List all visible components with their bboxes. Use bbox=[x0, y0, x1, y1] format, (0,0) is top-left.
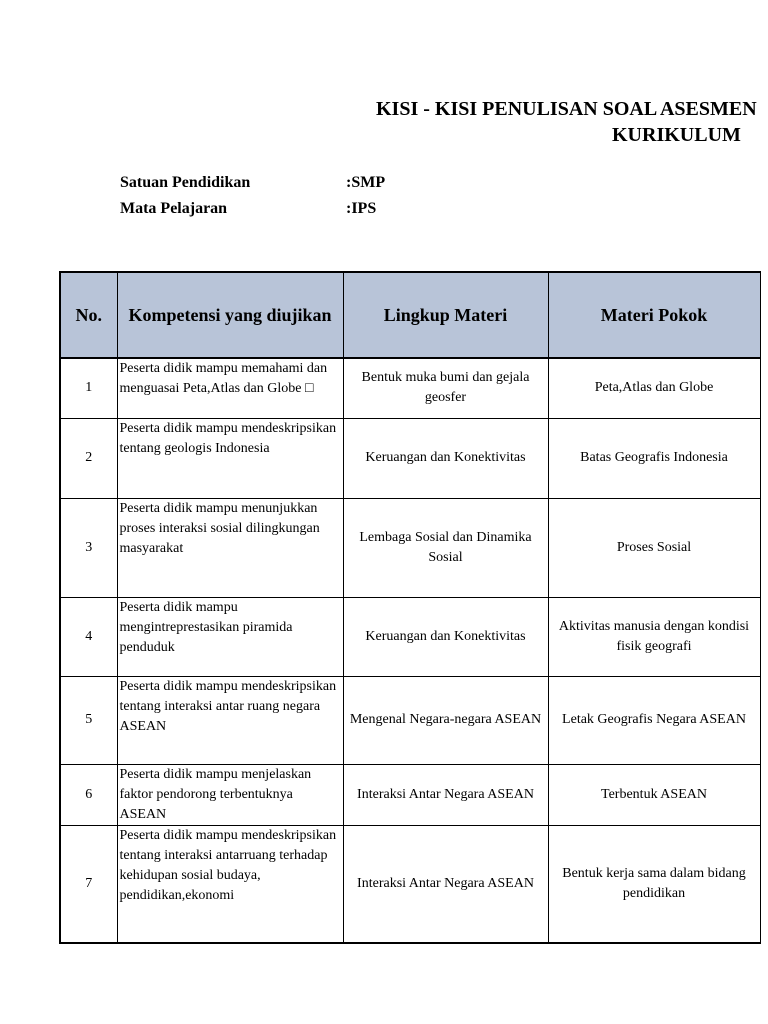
mata-pelajaran-value: :IPS bbox=[346, 200, 377, 217]
cell-no: 4 bbox=[60, 597, 117, 676]
cell-no: 6 bbox=[60, 764, 117, 825]
cell-lingkup-materi: Interaksi Antar Negara ASEAN bbox=[343, 764, 548, 825]
cell-materi-pokok: Proses Sosial bbox=[548, 498, 760, 597]
table-row bbox=[60, 676, 760, 764]
cell-kompetensi: Peserta didik mampu mengintreprestasikan piramida penduduk bbox=[117, 597, 343, 676]
cell-lingkup-materi: Interaksi Antar Negara ASEAN bbox=[343, 825, 548, 943]
cell-no: 1 bbox=[60, 358, 117, 418]
kisi-kisi-table-container bbox=[59, 271, 750, 944]
kisi-kisi-table bbox=[59, 271, 761, 944]
cell-no: 2 bbox=[60, 418, 117, 498]
table-header-row bbox=[60, 272, 760, 358]
satuan-pendidikan-value: :SMP bbox=[346, 174, 386, 191]
cell-kompetensi: Peserta didik mampu mendeskripsikan tentang geologis Indonesia bbox=[117, 418, 343, 498]
header-no: No. bbox=[60, 272, 117, 358]
cell-materi-pokok: Letak Geografis Negara ASEAN bbox=[548, 676, 760, 764]
header-lingkup-materi: Lingkup Materi bbox=[343, 272, 548, 358]
title-line-1: KISI - KISI PENULISAN SOAL ASESMEN bbox=[376, 98, 757, 120]
cell-materi-pokok: Peta,Atlas dan Globe bbox=[548, 358, 760, 418]
header-kompetensi: Kompetensi yang diujikan bbox=[117, 272, 343, 358]
mata-pelajaran-label: Mata Pelajaran bbox=[120, 200, 228, 217]
table-row bbox=[60, 358, 760, 418]
table-row bbox=[60, 825, 760, 943]
satuan-pendidikan-label: Satuan Pendidikan bbox=[120, 174, 251, 191]
cell-lingkup-materi: Mengenal Negara-negara ASEAN bbox=[343, 676, 548, 764]
cell-kompetensi: Peserta didik mampu mendeskripsikan tentang interaksi antarruang terhadap kehidupan sosial budaya, pendidikan,ekonomi bbox=[117, 825, 343, 943]
cell-lingkup-materi: Keruangan dan Konektivitas bbox=[343, 418, 548, 498]
table-row bbox=[60, 597, 760, 676]
cell-materi-pokok: Batas Geografis Indonesia bbox=[548, 418, 760, 498]
table-row bbox=[60, 418, 760, 498]
cell-lingkup-materi: Bentuk muka bumi dan gejala geosfer bbox=[343, 358, 548, 418]
cell-no: 3 bbox=[60, 498, 117, 597]
cell-no: 7 bbox=[60, 825, 117, 943]
cell-kompetensi: Peserta didik mampu mendeskripsikan tentang interaksi antar ruang negara ASEAN bbox=[117, 676, 343, 764]
cell-no: 5 bbox=[60, 676, 117, 764]
cell-materi-pokok: Bentuk kerja sama dalam bidang pendidikan bbox=[548, 825, 760, 943]
document-title bbox=[0, 0, 757, 160]
cell-kompetensi: Peserta didik mampu menunjukkan proses interaksi sosial dilingkungan masyarakat bbox=[117, 498, 343, 597]
table-row bbox=[60, 498, 760, 597]
cell-lingkup-materi: Lembaga Sosial dan Dinamika Sosial bbox=[343, 498, 548, 597]
cell-materi-pokok: Aktivitas manusia dengan kondisi fisik geografi bbox=[548, 597, 760, 676]
cell-materi-pokok: Terbentuk ASEAN bbox=[548, 764, 760, 825]
cell-kompetensi: Peserta didik mampu menjelaskan faktor pendorong terbentuknya ASEAN bbox=[117, 764, 343, 825]
cell-lingkup-materi: Keruangan dan Konektivitas bbox=[343, 597, 548, 676]
header-materi-pokok: Materi Pokok bbox=[548, 272, 760, 358]
table-row bbox=[60, 764, 760, 825]
cell-kompetensi: Peserta didik mampu memahami dan menguasai Peta,Atlas dan Globe □ bbox=[117, 358, 343, 418]
title-line-2: KURIKULUM bbox=[612, 124, 741, 146]
